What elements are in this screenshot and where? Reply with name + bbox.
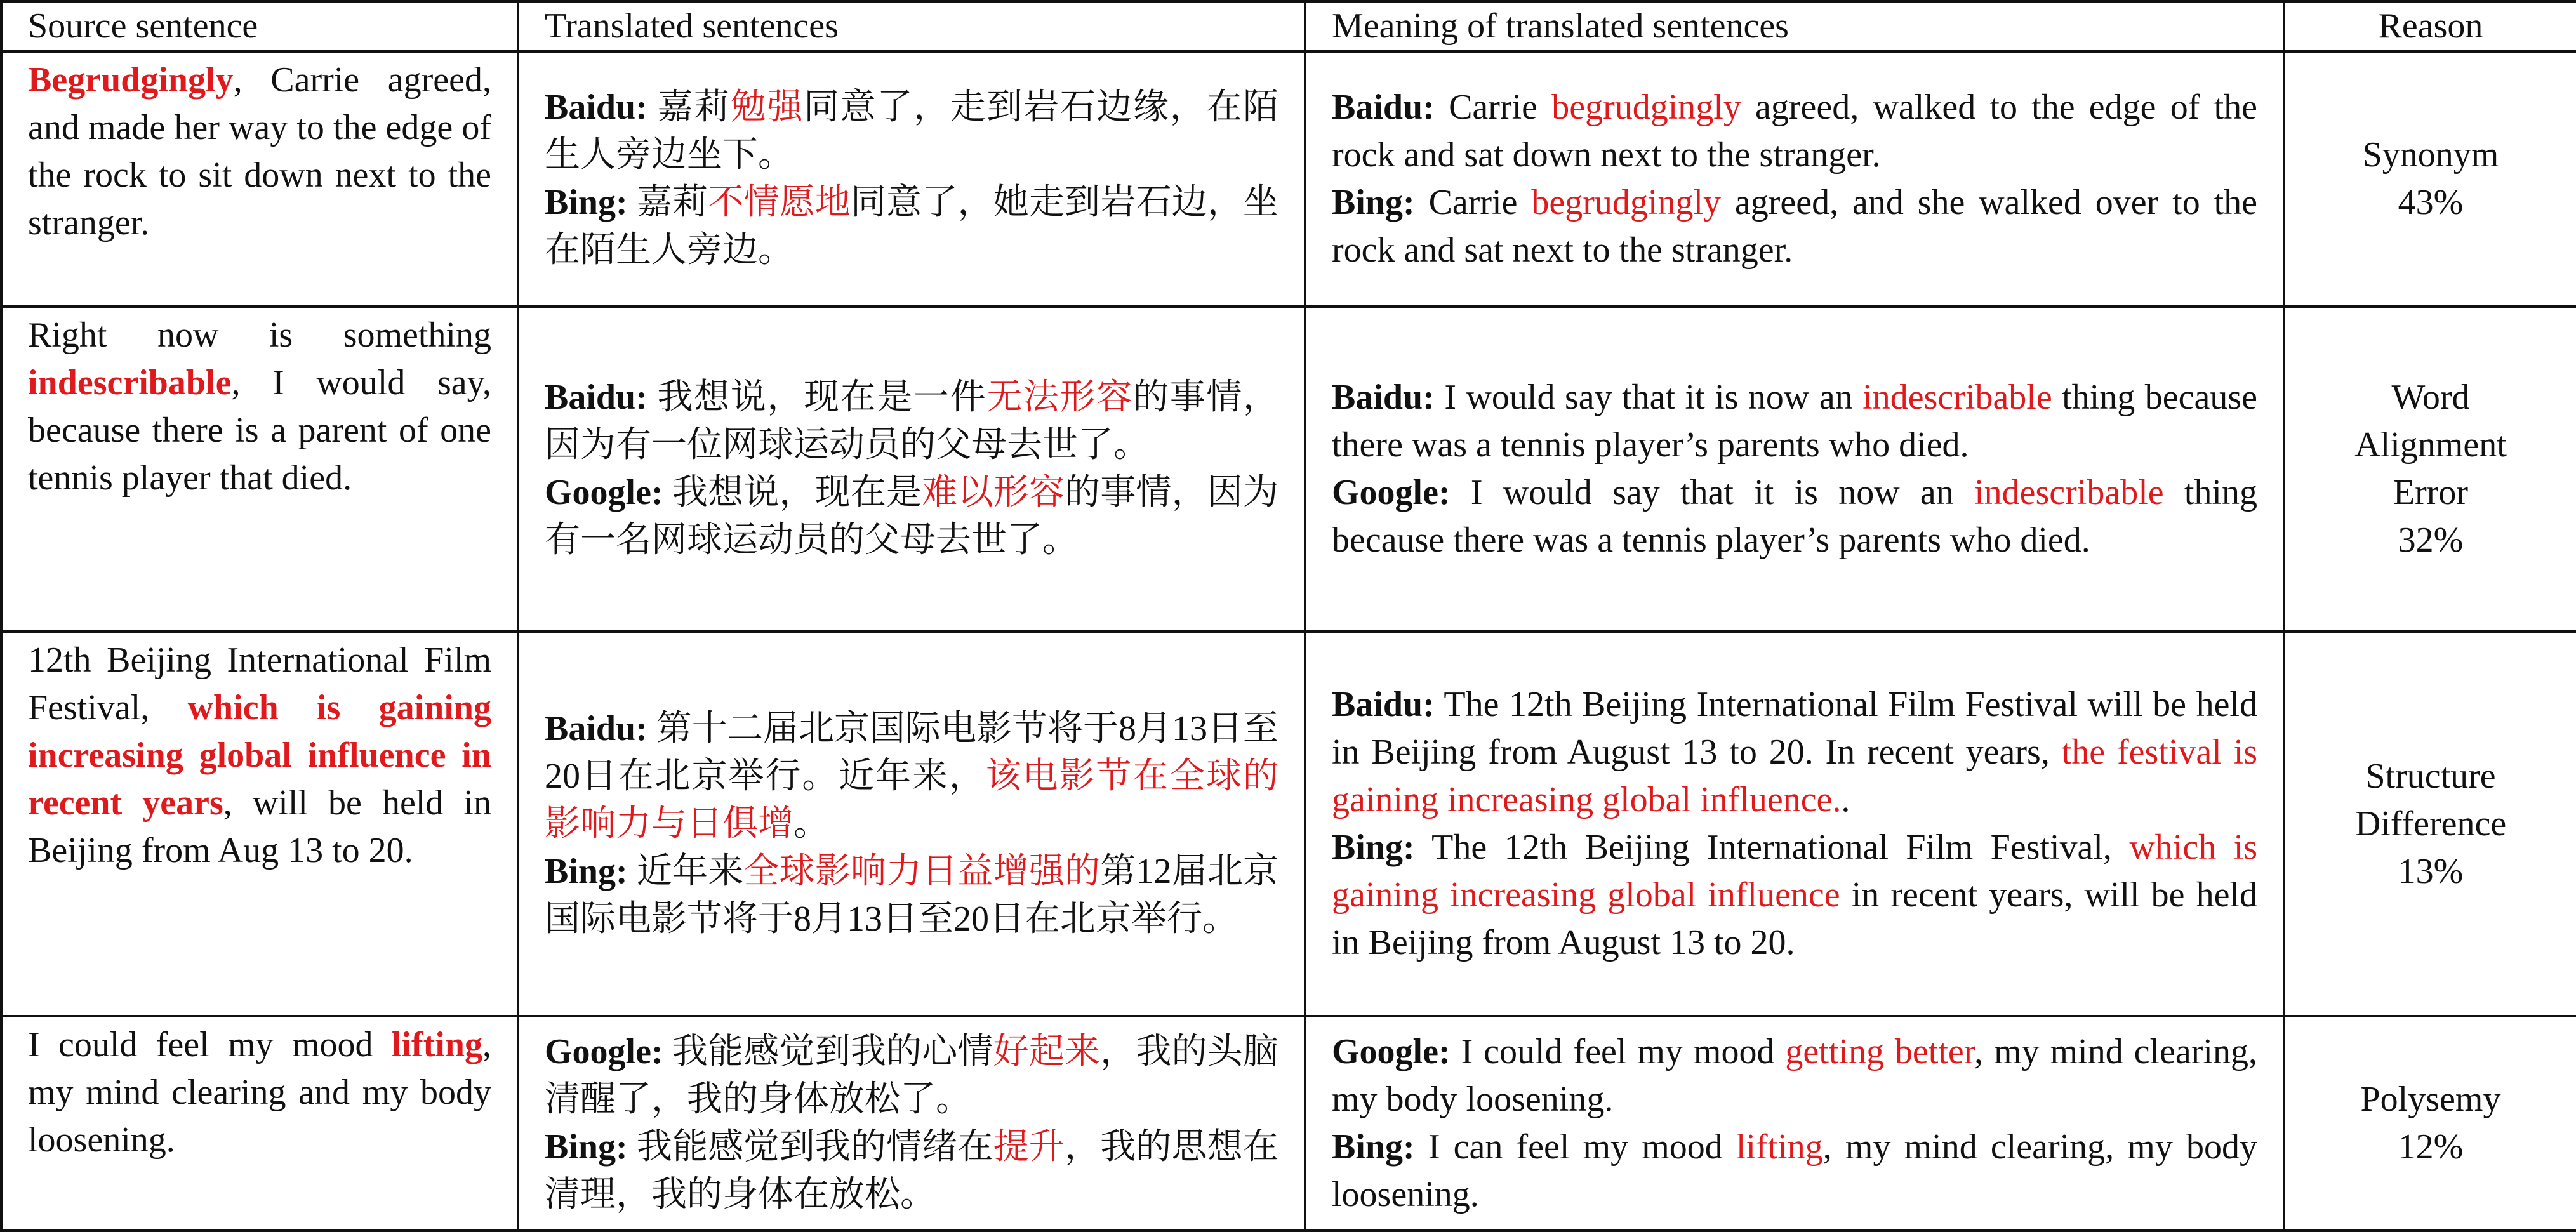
meaning-pre: I would say that it is now an (1444, 378, 1863, 417)
translation-pre: 嘉莉 (636, 183, 708, 222)
translation-highlight: 该电影节在全球的影响力与日俱增 (545, 756, 1279, 844)
table-row (1, 1016, 2576, 1231)
reason-label-3: Error (2393, 473, 2469, 512)
engine-label: Google: (545, 473, 663, 512)
source-pre: I could feel my mood (28, 1025, 392, 1064)
source-highlight: Begrudgingly (28, 60, 234, 100)
engine-label: Baidu: (545, 378, 647, 417)
translation-pre: 嘉莉 (657, 88, 731, 127)
engine-label: Baidu: (1332, 378, 1435, 417)
translation-entry (545, 848, 1278, 943)
translation-highlight: 提升 (993, 1127, 1065, 1167)
translation-post: 的事情，因为有一名网球运动员的父母去世了。 (545, 473, 1279, 560)
engine-label: Bing: (545, 851, 628, 891)
meaning-entry (1332, 681, 2257, 824)
meaning-post: in recent years, will be held in Beijing from August 13 to 20. (1332, 875, 2258, 962)
translation-post: 的事情，因为有一位网球运动员的父母去世了。 (545, 378, 1279, 465)
engine-label: Baidu: (1332, 88, 1435, 127)
source-post: , I would say, because there is a parent of one tennis player that died. (28, 363, 491, 498)
source-highlight: indescribable (28, 363, 232, 402)
meaning-highlight: lifting (1736, 1127, 1823, 1167)
meaning-post: agreed, walked to the edge of the rock and sat down next to the stranger. (1332, 88, 2258, 175)
translated-cell (518, 307, 1305, 632)
translation-highlight: 好起来 (993, 1032, 1101, 1071)
meaning-post: . (1841, 780, 1850, 819)
translation-post: ，我的头脑清醒了，我的身体放松了。 (545, 1032, 1279, 1119)
translation-pre: 我能感觉到我的情绪在 (636, 1127, 993, 1167)
meaning-pre: I would say that it is now an (1470, 473, 1975, 512)
meaning-highlight: begrudgingly (1531, 183, 1721, 222)
translation-pre: 我能感觉到我的心情 (672, 1032, 993, 1071)
translation-entry (545, 705, 1278, 848)
translation-pre: 第十二届北京国际电影节将于8月13日至20日在北京举行。近年来， (545, 708, 1279, 796)
meaning-pre: I can feel my mood (1428, 1127, 1736, 1167)
engine-label: Bing: (545, 1127, 628, 1167)
source-sentence-cell (1, 1016, 518, 1231)
reason-percent: 32% (2398, 520, 2464, 560)
translation-entry (545, 1028, 1278, 1123)
meaning-entry (1332, 84, 2257, 179)
engine-label: Google: (1332, 1032, 1451, 1071)
reason-percent: 43% (2398, 183, 2464, 222)
meaning-highlight: getting better (1785, 1032, 1975, 1071)
translation-highlight: 难以形容 (922, 473, 1065, 512)
translation-post: 。 (793, 804, 829, 844)
table-row (1, 307, 2576, 632)
source-sentence-cell (1, 51, 518, 307)
reason-cell (2284, 1016, 2576, 1231)
translation-pre: 近年来 (636, 851, 744, 891)
meaning-post: thing because there was a tennis player’s parents who died. (1332, 473, 2257, 560)
meaning-cell (1305, 1016, 2284, 1231)
reason-label-2: Difference (2354, 804, 2507, 844)
meaning-entry (1332, 469, 2257, 564)
translated-cell (518, 51, 1305, 307)
meaning-highlight: indescribable (1974, 473, 2164, 512)
meaning-entry (1332, 1028, 2257, 1123)
engine-label: Baidu: (545, 88, 647, 127)
source-post: , Carrie agreed, and made her way to the edge of the rock to sit down next to the stranger. (28, 60, 491, 242)
meaning-pre: Carrie (1428, 183, 1532, 222)
engine-label: Bing: (1332, 828, 1415, 867)
source-pre: Right now is something (28, 315, 491, 355)
translated-cell (518, 632, 1305, 1016)
reason-label-2: Alignment (2354, 425, 2507, 465)
translation-highlight: 全球影响力日益增强的 (743, 851, 1101, 891)
engine-label: Baidu: (545, 708, 647, 748)
meaning-post: agreed, and she walked over to the rock and sat next to the stranger. (1332, 183, 2258, 270)
reason-label: Structure (2365, 756, 2496, 796)
translation-entry (545, 84, 1278, 179)
translation-entry (545, 179, 1278, 274)
reason-percent: 13% (2398, 851, 2464, 891)
header-row (1, 1, 2576, 51)
source-pre: 12th Beijing International Film Festival, (28, 640, 491, 727)
meaning-cell (1305, 307, 2284, 632)
translation-entry (545, 469, 1278, 564)
translation-pre: 我想说，现在是 (672, 473, 922, 512)
reason-cell (2284, 51, 2576, 307)
meaning-highlight: begrudgingly (1551, 88, 1741, 127)
meaning-post: , my mind clearing, my body loosening. (1332, 1127, 2257, 1214)
meaning-highlight: indescribable (1862, 378, 2052, 417)
engine-label: Bing: (1332, 1127, 1415, 1167)
source-sentence-cell (1, 307, 518, 632)
source-highlight: which is gaining increasing global influence in recent years (28, 688, 492, 823)
meaning-post: , my mind clearing, my body loosening. (1332, 1032, 2257, 1119)
translated-cell (518, 1016, 1305, 1231)
meaning-entry (1332, 824, 2257, 967)
meaning-pre: The 12th Beijing International Film Festival will be held in Beijing from August 13 to 20. In recent years, (1332, 685, 2257, 772)
header-reason: Reason (2284, 1, 2576, 51)
meaning-entry (1332, 1123, 2257, 1219)
reason-label: Polysemy (2360, 1080, 2501, 1119)
source-sentence-cell (1, 632, 518, 1016)
source-post: , will be held in Beijing from Aug 13 to 20. (28, 783, 491, 870)
meaning-entry (1332, 179, 2257, 274)
translation-highlight: 不情愿地 (708, 183, 851, 222)
translation-pre: 我想说，现在是一件 (657, 378, 987, 417)
meaning-cell (1305, 51, 2284, 307)
translation-post: 第12届北京国际电影节将于8月13日至20日在北京举行。 (545, 851, 1279, 939)
reason-percent: 12% (2398, 1127, 2464, 1167)
meaning-pre: The 12th Beijing International Film Festival, (1431, 828, 2130, 867)
table-row (1, 51, 2576, 307)
source-highlight: lifting (391, 1025, 482, 1064)
engine-label: Google: (545, 1032, 663, 1071)
engine-label: Google: (1332, 473, 1451, 512)
translation-entry (545, 374, 1278, 469)
engine-label: Bing: (545, 183, 628, 222)
meaning-entry (1332, 374, 2257, 469)
source-post: , my mind clearing and my body loosening. (28, 1025, 491, 1160)
translation-post: 同意了，她走到岩石边，坐在陌生人旁边。 (545, 183, 1279, 270)
table-row (1, 632, 2576, 1016)
reason-cell (2284, 632, 2576, 1016)
meaning-pre: Carrie (1449, 88, 1552, 127)
reason-label: Word (2391, 378, 2470, 417)
meaning-post: thing because there was a tennis player’s parents who died. (1332, 378, 2257, 465)
meaning-cell (1305, 632, 2284, 1016)
engine-label: Baidu: (1332, 685, 1435, 724)
reason-label: Synonym (2362, 135, 2499, 175)
header-source: Source sentence (1, 1, 518, 51)
translation-entry (545, 1123, 1278, 1219)
translation-highlight: 无法形容 (986, 378, 1134, 417)
translation-post: ，我的思想在清理，我的身体在放松。 (545, 1127, 1279, 1214)
engine-label: Bing: (1332, 183, 1415, 222)
translation-post: 同意了，走到岩石边缘，在陌生人旁边坐下。 (545, 88, 1279, 175)
header-meaning: Meaning of translated sentences (1305, 1, 2284, 51)
reason-cell (2284, 307, 2576, 632)
meaning-highlight: which is gaining increasing global influence (1332, 828, 2257, 915)
meaning-pre: I could feel my mood (1461, 1032, 1786, 1071)
meaning-highlight: the festival is gaining increasing global influence. (1332, 732, 2257, 819)
translation-highlight: 勉强 (730, 88, 804, 127)
header-translated: Translated sentences (518, 1, 1305, 51)
